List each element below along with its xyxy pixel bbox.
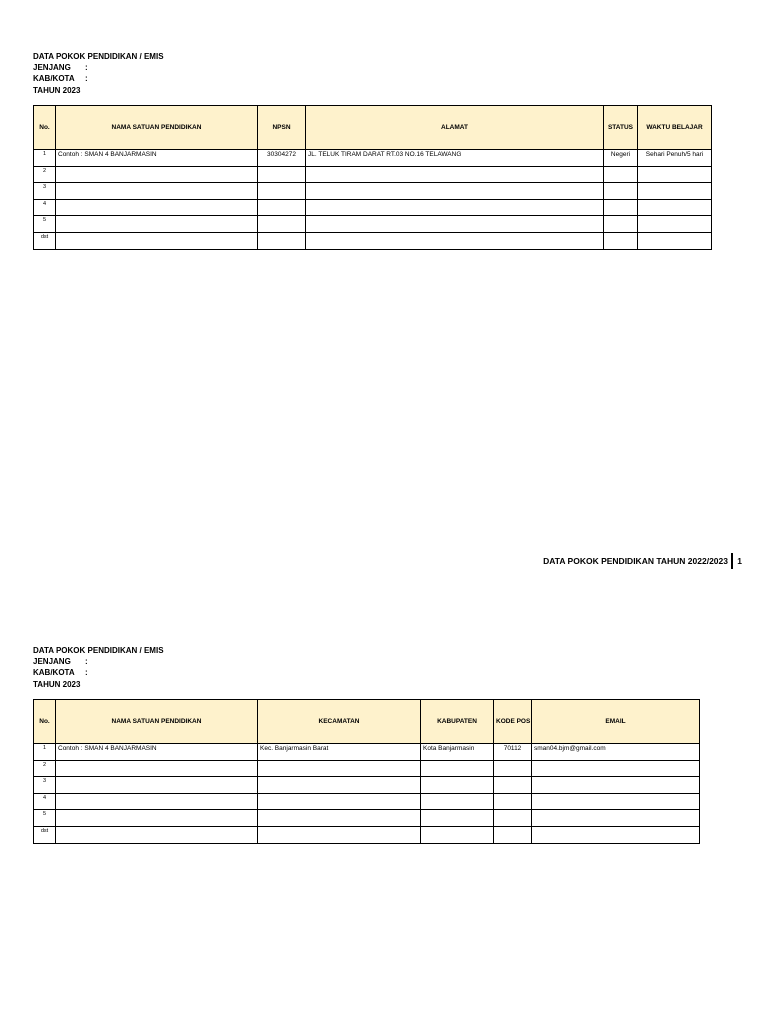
table-row (34, 183, 712, 200)
table-row (34, 199, 712, 216)
table-row (34, 793, 700, 810)
kab-kota-colon: : (85, 668, 88, 678)
kabupaten-cell (421, 777, 494, 794)
kab-kota-colon: : (85, 74, 88, 84)
nama-satuan-cell (56, 810, 258, 827)
column-header-no: No. (34, 106, 56, 150)
jenjang-label: JENJANG (33, 63, 71, 73)
row-number: 2 (34, 760, 56, 777)
row-number: dst (34, 826, 56, 843)
nama-satuan-cell (56, 777, 258, 794)
status-cell (604, 199, 638, 216)
table-row (34, 216, 712, 233)
document-title: DATA POKOK PENDIDIKAN / EMIS (33, 646, 164, 655)
nama-satuan-cell (56, 199, 258, 216)
waktu-belajar-cell (638, 166, 712, 183)
column-header-kode-pos: KODE POS (494, 700, 532, 744)
kode-pos-cell: 70112 (494, 744, 532, 761)
kab-kota-label: KAB/KOTA (33, 74, 75, 84)
npsn-cell (258, 183, 306, 200)
row-number: 2 (34, 166, 56, 183)
status-cell (604, 183, 638, 200)
email-cell (532, 777, 700, 794)
kecamatan-cell: Kec. Banjarmasin Barat (258, 744, 421, 761)
nama-satuan-cell (56, 826, 258, 843)
npsn-cell (258, 232, 306, 249)
table-row (34, 826, 700, 843)
kode-pos-cell (494, 777, 532, 794)
status-cell: Negeri (604, 150, 638, 167)
nama-satuan-cell (56, 793, 258, 810)
row-number: dst (34, 232, 56, 249)
row-number: 4 (34, 793, 56, 810)
row-number: 1 (34, 744, 56, 761)
column-header-status: STATUS (604, 106, 638, 150)
email-cell: sman04.bjm@gmail.com (532, 744, 700, 761)
tahun-label: TAHUN 2023 (33, 85, 81, 95)
email-cell (532, 810, 700, 827)
status-cell (604, 232, 638, 249)
kab-kota-label: KAB/KOTA (33, 668, 75, 678)
table-header-row (34, 106, 712, 150)
document-title: DATA POKOK PENDIDIKAN / EMIS (33, 52, 164, 61)
waktu-belajar-cell (638, 183, 712, 200)
kecamatan-cell (258, 810, 421, 827)
column-header-waktu-belajar: WAKTU BELAJAR (638, 106, 712, 150)
school-data-table (33, 105, 712, 250)
alamat-cell: JL. TELUK TIRAM DARAT RT.03 NO.16 TELAWANG (306, 150, 604, 167)
school-location-table (33, 699, 700, 844)
document-header-2 (33, 645, 164, 690)
column-header-email: EMAIL (532, 700, 700, 744)
document-header-1 (33, 51, 164, 96)
row-number: 5 (34, 810, 56, 827)
kecamatan-cell (258, 777, 421, 794)
page-footer (520, 553, 742, 569)
waktu-belajar-cell (638, 216, 712, 233)
kecamatan-cell (258, 826, 421, 843)
nama-satuan-cell (56, 760, 258, 777)
jenjang-colon: : (85, 63, 88, 73)
nama-satuan-cell (56, 216, 258, 233)
kecamatan-cell (258, 760, 421, 777)
kabupaten-cell (421, 793, 494, 810)
email-cell (532, 760, 700, 777)
row-number: 1 (34, 150, 56, 167)
kabupaten-cell (421, 760, 494, 777)
waktu-belajar-cell (638, 199, 712, 216)
column-header-alamat: ALAMAT (306, 106, 604, 150)
nama-satuan-cell: Contoh : SMAN 4 BANJARMASIN (56, 744, 258, 761)
alamat-cell (306, 183, 604, 200)
jenjang-colon: : (85, 657, 88, 667)
email-cell (532, 793, 700, 810)
npsn-cell (258, 199, 306, 216)
kabupaten-cell (421, 810, 494, 827)
nama-satuan-cell (56, 166, 258, 183)
table-row (34, 232, 712, 249)
nama-satuan-cell (56, 183, 258, 200)
page-number: 1 (737, 556, 742, 566)
kode-pos-cell (494, 760, 532, 777)
column-header-kabupaten: KABUPATEN (421, 700, 494, 744)
row-number: 3 (34, 183, 56, 200)
column-header-no: No. (34, 700, 56, 744)
table-row (34, 810, 700, 827)
table-row (34, 166, 712, 183)
npsn-cell (258, 216, 306, 233)
footer-text: DATA POKOK PENDIDIKAN TAHUN 2022/2023 (543, 556, 728, 566)
waktu-belajar-cell: Sehari Penuh/5 hari (638, 150, 712, 167)
column-header-kecamatan: KECAMATAN (258, 700, 421, 744)
nama-satuan-cell: Contoh : SMAN 4 BANJARMASIN (56, 150, 258, 167)
email-cell (532, 826, 700, 843)
tahun-label: TAHUN 2023 (33, 679, 81, 689)
alamat-cell (306, 216, 604, 233)
table-row (34, 744, 700, 761)
column-header-npsn: NPSN (258, 106, 306, 150)
column-header-nama-satuan-pendidikan: NAMA SATUAN PENDIDIKAN (56, 700, 258, 744)
kecamatan-cell (258, 793, 421, 810)
status-cell (604, 216, 638, 233)
table-row (34, 760, 700, 777)
waktu-belajar-cell (638, 232, 712, 249)
alamat-cell (306, 199, 604, 216)
row-number: 3 (34, 777, 56, 794)
row-number: 4 (34, 199, 56, 216)
kabupaten-cell: Kota Banjarmasin (421, 744, 494, 761)
alamat-cell (306, 232, 604, 249)
kabupaten-cell (421, 826, 494, 843)
kode-pos-cell (494, 826, 532, 843)
jenjang-label: JENJANG (33, 657, 71, 667)
status-cell (604, 166, 638, 183)
table-row (34, 150, 712, 167)
npsn-cell (258, 166, 306, 183)
nama-satuan-cell (56, 232, 258, 249)
table-header-row (34, 700, 700, 744)
kode-pos-cell (494, 793, 532, 810)
table-row (34, 777, 700, 794)
npsn-cell: 30304272 (258, 150, 306, 167)
row-number: 5 (34, 216, 56, 233)
alamat-cell (306, 166, 604, 183)
kode-pos-cell (494, 810, 532, 827)
column-header-nama-satuan-pendidikan: NAMA SATUAN PENDIDIKAN (56, 106, 258, 150)
footer-divider (731, 553, 733, 569)
